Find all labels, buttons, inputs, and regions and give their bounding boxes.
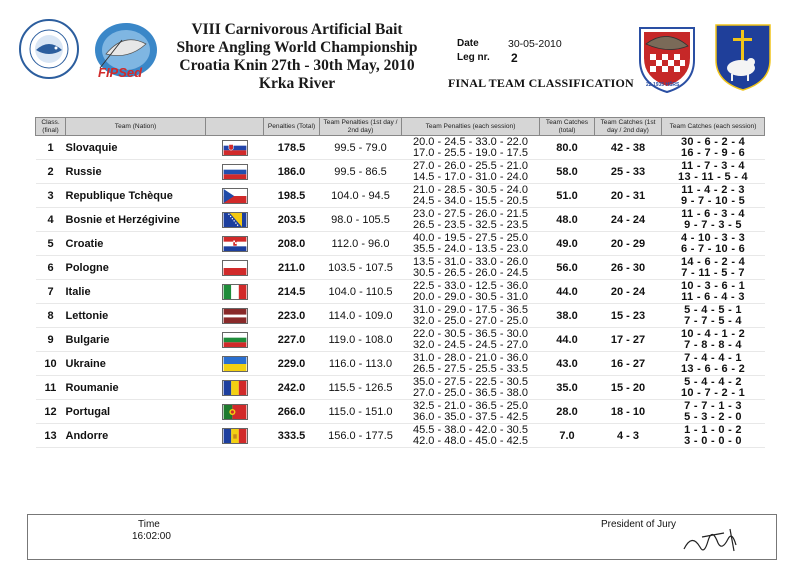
penalties-total: 211.0 bbox=[264, 256, 320, 280]
penalties-by-session bbox=[402, 352, 540, 376]
catches-by-day: 18 - 10 bbox=[595, 400, 662, 424]
penalties-total: 266.0 bbox=[264, 400, 320, 424]
catches-total: 56.0 bbox=[540, 256, 595, 280]
president-signature bbox=[678, 521, 748, 562]
fipsed-logo bbox=[92, 20, 160, 84]
penalties-by-day: 115.0 - 151.0 bbox=[320, 400, 402, 424]
flag-ukraine-icon bbox=[206, 352, 264, 376]
penalties-day2-sessions: 26.5 - 23.5 - 32.5 - 23.5 bbox=[413, 218, 528, 231]
table-row bbox=[36, 160, 765, 184]
catches-total: 44.0 bbox=[540, 280, 595, 304]
col-team-catches: Team Catches (total) bbox=[540, 118, 595, 136]
penalties-day2-sessions: 20.0 - 29.0 - 30.5 - 31.0 bbox=[413, 290, 528, 303]
table-row bbox=[36, 304, 765, 328]
penalties-by-session bbox=[402, 328, 540, 352]
rank-cell: 3 bbox=[36, 184, 66, 208]
catches-by-day: 25 - 33 bbox=[595, 160, 662, 184]
catches-by-session bbox=[662, 304, 765, 328]
penalties-by-day: 98.0 - 105.5 bbox=[320, 208, 402, 232]
catches-day2-sessions: 7 - 8 - 8 - 4 bbox=[684, 338, 742, 351]
team-name: Portugal bbox=[66, 400, 206, 424]
table-row bbox=[36, 208, 765, 232]
penalties-total: 208.0 bbox=[264, 232, 320, 256]
rank-cell: 10 bbox=[36, 352, 66, 376]
catches-total: 44.0 bbox=[540, 328, 595, 352]
penalties-by-session bbox=[402, 376, 540, 400]
flag-czech-icon bbox=[206, 184, 264, 208]
team-name: Bosnie et Herzégivine bbox=[66, 208, 206, 232]
penalties-day1-sessions: 32.5 - 21.0 - 36.5 - 25.0 bbox=[413, 400, 528, 412]
penalties-by-day: 114.0 - 109.0 bbox=[320, 304, 402, 328]
penalties-day2-sessions: 26.5 - 27.5 - 25.5 - 33.5 bbox=[413, 362, 528, 375]
catches-total: 48.0 bbox=[540, 208, 595, 232]
penalties-day1-sessions: 35.0 - 27.5 - 22.5 - 30.5 bbox=[413, 376, 528, 388]
catches-total: 80.0 bbox=[540, 136, 595, 160]
leg-label: Leg nr. bbox=[457, 52, 490, 63]
penalties-total: 229.0 bbox=[264, 352, 320, 376]
rank-cell: 7 bbox=[36, 280, 66, 304]
catches-by-day: 26 - 30 bbox=[595, 256, 662, 280]
penalties-day1-sessions: 27.0 - 26.0 - 25.5 - 21.0 bbox=[413, 160, 528, 172]
penalties-day2-sessions: 32.0 - 25.0 - 27.0 - 25.0 bbox=[413, 314, 528, 327]
rank-cell: 6 bbox=[36, 256, 66, 280]
flag-romania-icon bbox=[206, 376, 264, 400]
catches-day1-sessions: 14 - 6 - 2 - 4 bbox=[680, 256, 746, 268]
event-title bbox=[152, 21, 442, 93]
catches-total: 38.0 bbox=[540, 304, 595, 328]
team-name: Republique Tchèque bbox=[66, 184, 206, 208]
date-value: 30-05-2010 bbox=[508, 38, 562, 50]
penalties-day2-sessions: 32.0 - 24.5 - 24.5 - 27.0 bbox=[413, 338, 528, 351]
team-name: Russie bbox=[66, 160, 206, 184]
table-row bbox=[36, 376, 765, 400]
col-team-catches-day: Team Catches (1st day / 2nd day) bbox=[595, 118, 662, 136]
penalties-day1-sessions: 22.5 - 33.0 - 12.5 - 36.0 bbox=[413, 280, 528, 292]
table-row bbox=[36, 184, 765, 208]
penalties-day1-sessions: 40.0 - 19.5 - 27.5 - 25.0 bbox=[413, 232, 528, 244]
title-line-2: Shore Angling World Championship bbox=[176, 39, 418, 56]
flag-latvia-icon bbox=[206, 304, 264, 328]
team-name: Ukraine bbox=[66, 352, 206, 376]
catches-day2-sessions: 3 - 0 - 0 - 0 bbox=[684, 434, 742, 447]
col-penalties: Penalties (Total) bbox=[264, 118, 320, 136]
catches-by-session bbox=[662, 160, 765, 184]
penalties-by-day: 104.0 - 94.5 bbox=[320, 184, 402, 208]
flag-bosnia-icon bbox=[206, 208, 264, 232]
rank-cell: 11 bbox=[36, 376, 66, 400]
penalties-day2-sessions: 42.0 - 48.0 - 45.0 - 42.5 bbox=[413, 434, 528, 447]
catches-total: 49.0 bbox=[540, 232, 595, 256]
flag-russia-icon bbox=[206, 160, 264, 184]
catches-by-session bbox=[662, 424, 765, 448]
flag-poland-icon bbox=[206, 256, 264, 280]
cips-logo bbox=[18, 18, 80, 80]
catches-day1-sessions: 11 - 6 - 3 - 4 bbox=[681, 208, 745, 220]
penalties-day1-sessions: 20.0 - 24.5 - 33.0 - 22.0 bbox=[413, 136, 528, 148]
rank-cell: 9 bbox=[36, 328, 66, 352]
time-label: Time bbox=[138, 519, 160, 530]
penalties-by-session bbox=[402, 136, 540, 160]
flag-portugal-icon bbox=[206, 400, 264, 424]
title-line-3: Croatia Knin 27th - 30th May, 2010 bbox=[179, 57, 415, 74]
table-row bbox=[36, 256, 765, 280]
rank-cell: 5 bbox=[36, 232, 66, 256]
rank-cell: 13 bbox=[36, 424, 66, 448]
table-row bbox=[36, 280, 765, 304]
rank-cell: 8 bbox=[36, 304, 66, 328]
catches-day2-sessions: 13 - 6 - 6 - 2 bbox=[680, 362, 746, 375]
title-line-4: Krka River bbox=[258, 75, 336, 92]
penalties-by-day: 119.0 - 108.0 bbox=[320, 328, 402, 352]
catches-day2-sessions: 11 - 6 - 4 - 3 bbox=[681, 290, 745, 303]
catches-by-day: 17 - 27 bbox=[595, 328, 662, 352]
penalties-by-day: 103.5 - 107.5 bbox=[320, 256, 402, 280]
penalties-by-day: 112.0 - 96.0 bbox=[320, 232, 402, 256]
penalties-total: 227.0 bbox=[264, 328, 320, 352]
catches-total: 58.0 bbox=[540, 160, 595, 184]
col-flag bbox=[206, 118, 264, 136]
catches-by-day: 20 - 29 bbox=[595, 232, 662, 256]
catches-day2-sessions: 5 - 3 - 2 - 0 bbox=[684, 410, 742, 423]
penalties-by-day: 99.5 - 79.0 bbox=[320, 136, 402, 160]
penalties-day2-sessions: 30.5 - 26.5 - 26.0 - 24.5 bbox=[413, 266, 528, 279]
penalties-day2-sessions: 27.0 - 25.0 - 36.5 - 38.0 bbox=[413, 386, 528, 399]
col-team-penalties-day: Team Penalties (1st day / 2nd day) bbox=[320, 118, 402, 136]
catches-day1-sessions: 10 - 4 - 1 - 2 bbox=[680, 328, 746, 340]
fishing-club-crest bbox=[636, 24, 698, 94]
penalties-by-session bbox=[402, 208, 540, 232]
penalties-total: 242.0 bbox=[264, 376, 320, 400]
penalties-day1-sessions: 21.0 - 28.5 - 30.5 - 24.0 bbox=[413, 184, 528, 196]
results-table bbox=[35, 117, 765, 448]
table-row bbox=[36, 424, 765, 448]
catches-day1-sessions: 5 - 4 - 5 - 1 bbox=[684, 304, 742, 316]
penalties-day1-sessions: 31.0 - 29.0 - 17.5 - 36.5 bbox=[413, 304, 528, 316]
classification-heading: FINAL TEAM CLASSIFICATION bbox=[448, 76, 634, 90]
time-value: 16:02:00 bbox=[132, 531, 171, 542]
catches-day1-sessions: 7 - 4 - 4 - 1 bbox=[684, 352, 742, 364]
catches-day2-sessions: 7 - 7 - 5 - 4 bbox=[684, 314, 742, 327]
penalties-by-session bbox=[402, 400, 540, 424]
catches-day2-sessions: 16 - 7 - 9 - 6 bbox=[680, 146, 746, 159]
penalties-day1-sessions: 31.0 - 28.0 - 21.0 - 36.0 bbox=[413, 352, 528, 364]
team-name: Pologne bbox=[66, 256, 206, 280]
catches-day1-sessions: 30 - 6 - 2 - 4 bbox=[680, 136, 746, 148]
catches-by-session bbox=[662, 328, 765, 352]
penalties-by-day: 115.5 - 126.5 bbox=[320, 376, 402, 400]
penalties-day2-sessions: 24.5 - 34.0 - 15.5 - 20.5 bbox=[413, 194, 528, 207]
flag-slovakia-icon bbox=[206, 136, 264, 160]
catches-by-session bbox=[662, 400, 765, 424]
catches-day1-sessions: 4 - 10 - 3 - 3 bbox=[680, 232, 746, 244]
penalties-total: 214.5 bbox=[264, 280, 320, 304]
col-team: Team (Nation) bbox=[66, 118, 206, 136]
penalties-by-session bbox=[402, 424, 540, 448]
penalties-by-session bbox=[402, 304, 540, 328]
penalties-total: 203.5 bbox=[264, 208, 320, 232]
catches-day2-sessions: 9 - 7 - 3 - 5 bbox=[684, 218, 742, 231]
catches-day2-sessions: 13 - 11 - 5 - 4 bbox=[678, 170, 748, 183]
penalties-by-session bbox=[402, 160, 540, 184]
table-row bbox=[36, 400, 765, 424]
catches-by-session bbox=[662, 376, 765, 400]
catches-by-day: 16 - 27 bbox=[595, 352, 662, 376]
table-row bbox=[36, 136, 765, 160]
catches-by-session bbox=[662, 136, 765, 160]
catches-day1-sessions: 7 - 7 - 1 - 3 bbox=[684, 400, 742, 412]
catches-total: 51.0 bbox=[540, 184, 595, 208]
penalties-by-session bbox=[402, 232, 540, 256]
catches-by-session bbox=[662, 208, 765, 232]
catches-by-session bbox=[662, 352, 765, 376]
catches-by-day: 24 - 24 bbox=[595, 208, 662, 232]
penalties-by-day: 104.0 - 110.5 bbox=[320, 280, 402, 304]
penalties-by-day: 99.5 - 86.5 bbox=[320, 160, 402, 184]
catches-by-session bbox=[662, 256, 765, 280]
city-coat-of-arms bbox=[713, 22, 773, 92]
rank-cell: 2 bbox=[36, 160, 66, 184]
catches-by-day: 20 - 31 bbox=[595, 184, 662, 208]
catches-day1-sessions: 5 - 4 - 4 - 2 bbox=[684, 376, 742, 388]
catches-total: 43.0 bbox=[540, 352, 595, 376]
penalties-day2-sessions: 17.0 - 25.5 - 19.0 - 17.5 bbox=[413, 146, 528, 159]
team-name: Italie bbox=[66, 280, 206, 304]
table-header-row bbox=[36, 118, 765, 136]
catches-day2-sessions: 6 - 7 - 10 - 6 bbox=[680, 242, 746, 255]
catches-day2-sessions: 7 - 11 - 5 - 7 bbox=[681, 266, 745, 279]
rank-cell: 4 bbox=[36, 208, 66, 232]
footer-box bbox=[27, 514, 777, 560]
leg-value: 2 bbox=[511, 51, 518, 65]
penalties-total: 198.5 bbox=[264, 184, 320, 208]
flag-italy-icon bbox=[206, 280, 264, 304]
table-row bbox=[36, 352, 765, 376]
rank-cell: 1 bbox=[36, 136, 66, 160]
catches-by-session bbox=[662, 184, 765, 208]
catches-by-day: 15 - 20 bbox=[595, 376, 662, 400]
rank-cell: 12 bbox=[36, 400, 66, 424]
penalties-by-day: 156.0 - 177.5 bbox=[320, 424, 402, 448]
catches-day1-sessions: 11 - 4 - 2 - 3 bbox=[681, 184, 745, 196]
catches-total: 28.0 bbox=[540, 400, 595, 424]
president-label: President of Jury bbox=[601, 519, 677, 530]
catches-day2-sessions: 9 - 7 - 10 - 5 bbox=[680, 194, 746, 207]
penalties-total: 186.0 bbox=[264, 160, 320, 184]
catches-total: 35.0 bbox=[540, 376, 595, 400]
team-name: Lettonie bbox=[66, 304, 206, 328]
title-line-1: VIII Carnivorous Artificial Bait bbox=[191, 21, 403, 38]
table-row bbox=[36, 328, 765, 352]
catches-total: 7.0 bbox=[540, 424, 595, 448]
team-name: Slovaquie bbox=[66, 136, 206, 160]
catches-by-day: 4 - 3 bbox=[595, 424, 662, 448]
penalties-day2-sessions: 36.0 - 35.0 - 37.5 - 42.5 bbox=[413, 410, 528, 423]
catches-by-day: 15 - 23 bbox=[595, 304, 662, 328]
penalties-day1-sessions: 23.0 - 27.5 - 26.0 - 21.5 bbox=[413, 208, 528, 220]
flag-croatia-icon bbox=[206, 232, 264, 256]
team-name: Croatie bbox=[66, 232, 206, 256]
catches-by-session bbox=[662, 280, 765, 304]
penalties-total: 178.5 bbox=[264, 136, 320, 160]
col-team-penalties-session: Team Penalties (each session) bbox=[402, 118, 540, 136]
team-name: Bulgarie bbox=[66, 328, 206, 352]
flag-andorra-icon bbox=[206, 424, 264, 448]
catches-day1-sessions: 1 - 1 - 0 - 2 bbox=[684, 424, 742, 436]
crest-text: 22 1935 HŠRS bbox=[646, 82, 680, 88]
catches-by-day: 20 - 24 bbox=[595, 280, 662, 304]
catches-day1-sessions: 11 - 7 - 3 - 4 bbox=[681, 160, 745, 172]
col-team-catches-session: Team Catches (each session) bbox=[662, 118, 765, 136]
catches-by-day: 42 - 38 bbox=[595, 136, 662, 160]
col-class: Class. (final) bbox=[36, 118, 66, 136]
penalties-total: 333.5 bbox=[264, 424, 320, 448]
penalties-day2-sessions: 14.5 - 17.0 - 31.0 - 24.0 bbox=[413, 170, 528, 183]
penalties-total: 223.0 bbox=[264, 304, 320, 328]
penalties-by-session bbox=[402, 280, 540, 304]
penalties-by-day: 116.0 - 113.0 bbox=[320, 352, 402, 376]
penalties-day1-sessions: 45.5 - 38.0 - 42.0 - 30.5 bbox=[413, 424, 528, 436]
catches-by-session bbox=[662, 232, 765, 256]
penalties-by-session bbox=[402, 256, 540, 280]
penalties-day1-sessions: 22.0 - 30.5 - 36.5 - 30.0 bbox=[413, 328, 528, 340]
date-label: Date bbox=[457, 38, 479, 49]
penalties-day1-sessions: 13.5 - 31.0 - 33.0 - 26.0 bbox=[413, 256, 528, 268]
flag-bulgaria-icon bbox=[206, 328, 264, 352]
penalties-by-session bbox=[402, 184, 540, 208]
catches-day1-sessions: 10 - 3 - 6 - 1 bbox=[680, 280, 746, 292]
catches-day2-sessions: 10 - 7 - 2 - 1 bbox=[680, 386, 746, 399]
team-name: Andorre bbox=[66, 424, 206, 448]
penalties-day2-sessions: 35.5 - 24.0 - 13.5 - 23.0 bbox=[413, 242, 528, 255]
team-name: Roumanie bbox=[66, 376, 206, 400]
table-row bbox=[36, 232, 765, 256]
fipsed-label: FIPSed bbox=[98, 65, 143, 80]
